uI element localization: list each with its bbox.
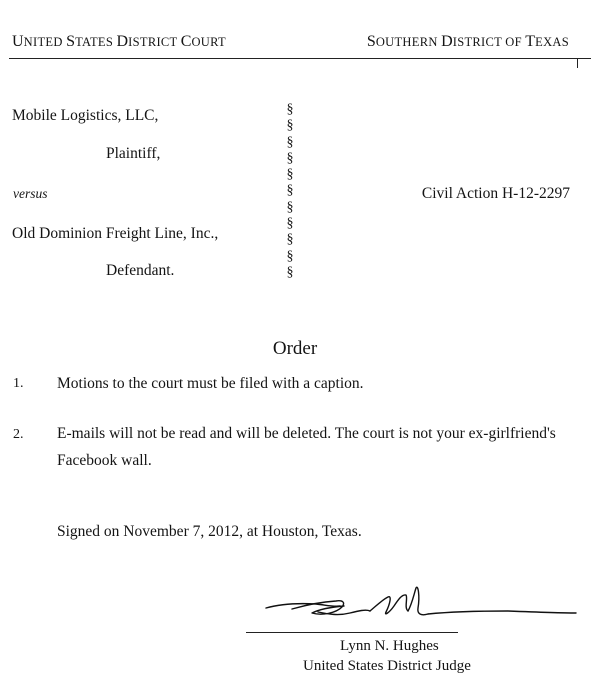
plaintiff-role: Plaintiff, — [106, 145, 161, 162]
section-mark: § — [286, 199, 294, 215]
section-mark: § — [286, 248, 294, 264]
header-rule-tick — [577, 58, 578, 68]
versus-label: versus — [13, 186, 48, 201]
item-number: 2. — [13, 427, 24, 442]
section-mark: § — [286, 232, 294, 248]
order-title: Order — [272, 338, 318, 359]
item-number: 1. — [13, 376, 24, 391]
judge-title: United States District Judge — [303, 658, 471, 674]
judge-name: Lynn N. Hughes — [340, 638, 439, 654]
section-mark: § — [286, 150, 294, 166]
plaintiff-name: Mobile Logistics, LLC, — [12, 107, 159, 124]
handwritten-signature — [258, 582, 578, 632]
section-mark: § — [286, 102, 294, 117]
defendant-name: Old Dominion Freight Line, Inc., — [12, 225, 219, 242]
court-district: SOUTHERN DISTRICT OF TEXAS — [366, 33, 569, 50]
section-mark: § — [286, 118, 294, 134]
signed-statement: Signed on November 7, 2012, at Houston, Texas. — [57, 523, 362, 540]
section-mark: § — [286, 264, 294, 280]
section-mark: § — [286, 167, 294, 183]
case-number: Civil Action H-12-2297 — [421, 185, 570, 202]
order-item-text: Motions to the court must be filed with a caption. — [57, 375, 364, 392]
order-item-text-continued: Facebook wall. — [57, 452, 152, 469]
section-mark: § — [286, 216, 294, 232]
defendant-role: Defendant. — [106, 262, 175, 279]
order-item-text: E-mails will not be read and will be deleted. The court is not your ex-girlfriend's — [57, 425, 556, 442]
court-name: UNITED STATES DISTRICT COURT — [12, 33, 226, 50]
section-marks-column — [284, 102, 296, 281]
section-mark: § — [286, 183, 294, 199]
header-rule — [9, 58, 591, 59]
section-mark: § — [286, 134, 294, 150]
signature-icon — [258, 582, 578, 632]
signature-line — [246, 632, 458, 633]
